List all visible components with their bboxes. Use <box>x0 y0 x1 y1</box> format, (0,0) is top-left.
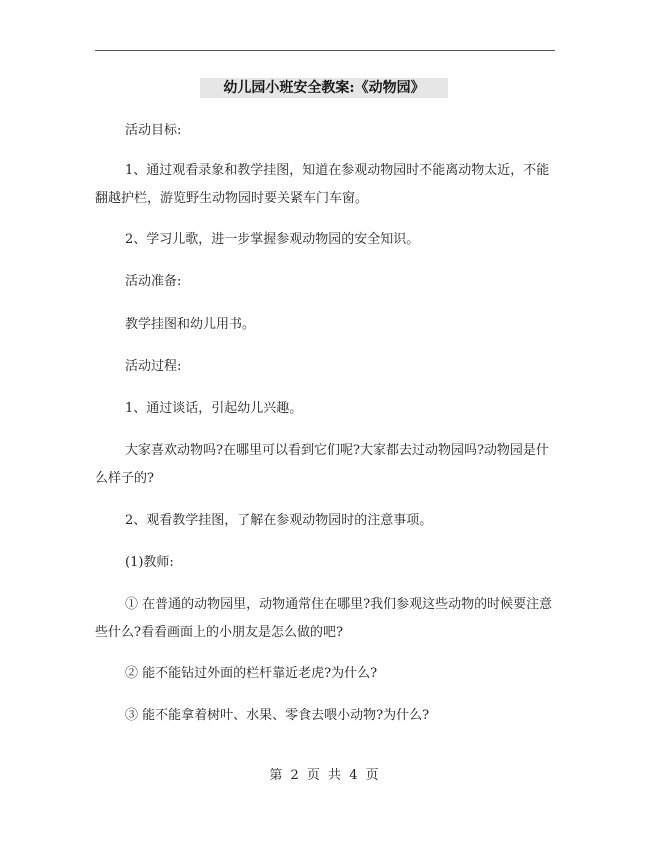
paragraph-activity-goals-heading: 活动目标: <box>125 123 182 138</box>
paragraph-questions: 大家喜欢动物吗?在哪里可以看到它们呢?大家都去过动物园吗?动物园是什么样子的? <box>95 443 549 486</box>
paragraph-step-1: 1、通过谈话，引起幼儿兴趣。 <box>125 401 303 416</box>
paragraph-teacher-label: (1)教师: <box>125 555 174 570</box>
paragraph-goal-2: 2、学习儿歌，进一步掌握参观动物园的安全知识。 <box>125 232 420 247</box>
paragraph-step-2: 2、观看教学挂图，了解在参观动物园时的注意事项。 <box>125 513 433 528</box>
paragraph-goal-1: 1、通过观看录象和教学挂图，知道在参观动物园时不能离动物太近，不能翻越护栏，游览野生动物园时要关紧车门车窗。 <box>95 163 550 206</box>
paragraph-question-1: ① 在普通的动物园里，动物通常住在哪里?我们参观这些动物的时候要注意些什么?看看画面上的小朋友是怎么做的吧? <box>95 597 553 640</box>
paragraph-question-2: ② 能不能钻过外面的栏杆靠近老虎?为什么? <box>125 666 378 681</box>
header-rule <box>95 50 555 51</box>
paragraph-activity-process-heading: 活动过程: <box>125 359 182 374</box>
page-number: 第 2 页 共 4 页 <box>269 768 381 783</box>
paragraph-activity-prep-heading: 活动准备: <box>125 274 182 289</box>
document-title: 幼儿园小班安全教案:《动物园》 <box>200 78 448 98</box>
paragraph-prep-materials: 教学挂图和幼儿用书。 <box>125 317 256 332</box>
paragraph-question-3: ③ 能不能拿着树叶、水果、零食去喂小动物?为什么? <box>125 708 430 723</box>
